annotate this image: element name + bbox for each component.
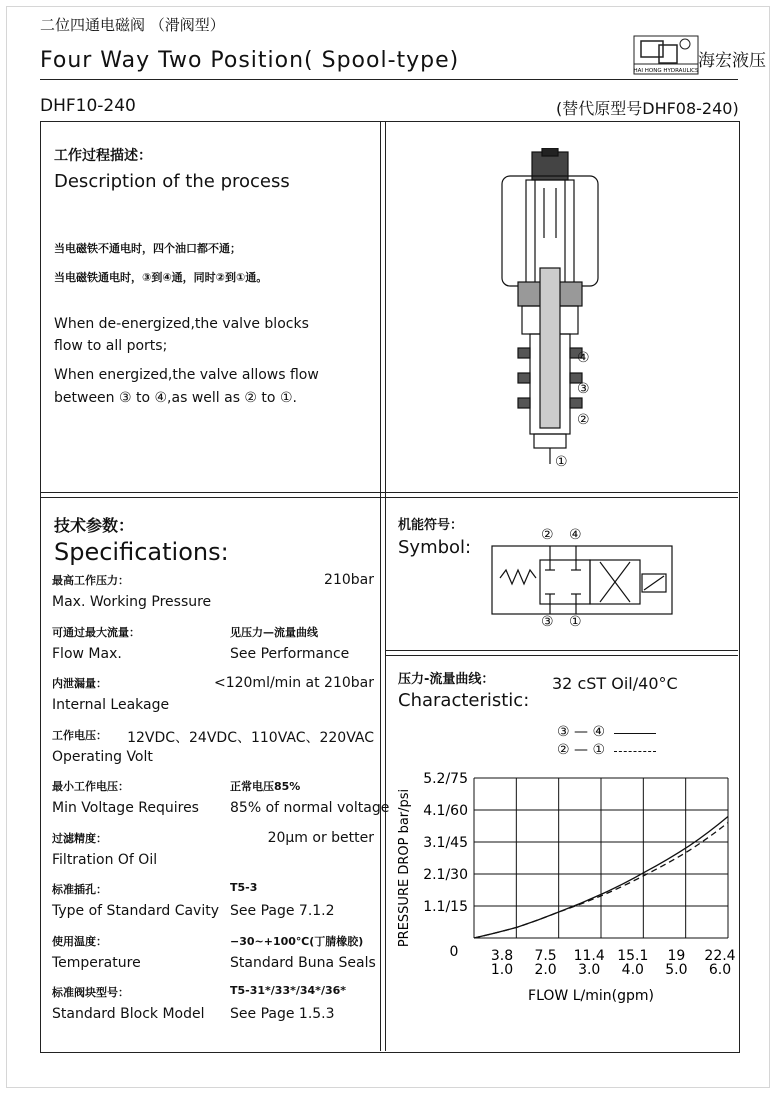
description-en-line4: between ③ to ④,as well as ② to ①. xyxy=(54,390,297,406)
spec-label-en: Standard Block Model xyxy=(52,1006,205,1022)
section-divider-b xyxy=(40,497,738,498)
legend-label-1: ③ — ④ xyxy=(557,724,606,740)
description-cn-line2: 当电磁铁通电时，③到④通，同时②到①通。 xyxy=(54,271,268,284)
oil-spec: 32 cST Oil/40°C xyxy=(552,674,678,693)
x-tick-label-gpm: 5.0 xyxy=(665,962,688,978)
symbol-port-top-2: ② xyxy=(541,527,554,543)
spec-label-en: Internal Leakage xyxy=(52,697,170,713)
spec-label-cn: 内泄漏量： xyxy=(52,677,107,690)
spec-value: <120ml/min at 210bar xyxy=(213,675,374,691)
spec-value: 20μm or better xyxy=(267,829,374,846)
spec-value-cn: −30~+100℃(丁腈橡胶) xyxy=(230,934,364,948)
valve-section-icon xyxy=(490,148,610,478)
vertical-divider-a xyxy=(380,121,381,1051)
symbol-heading-en: Symbol: xyxy=(398,537,472,558)
spec-value: See Page 1.5.3 xyxy=(230,1006,335,1022)
symbol-divider-b xyxy=(385,655,738,656)
spec-label-cn: 标准阀块型号： xyxy=(52,986,129,999)
spec-value-cn: T5-31*/33*/34*/36* xyxy=(230,984,347,997)
symbol-port-bottom-3: ③ xyxy=(541,614,554,630)
x-tick-label-lpm: 22.4 xyxy=(704,948,736,964)
spec-label-en: Temperature xyxy=(52,954,141,971)
y-tick-label: 3.1/45 xyxy=(423,835,468,851)
section-divider-a xyxy=(40,492,738,493)
legend-label-2: ② — ① xyxy=(557,742,606,758)
spec-value: Standard Buna Seals xyxy=(230,954,376,971)
x-tick-label-lpm: 19 xyxy=(667,948,686,964)
characteristic-heading-en: Characteristic: xyxy=(398,690,530,711)
spec-label-en: Operating Volt xyxy=(52,748,153,765)
spec-value: See Performance xyxy=(230,645,350,662)
y-tick-label: 5.2/75 xyxy=(423,771,468,787)
spec-value: 210bar xyxy=(324,572,374,588)
spec-label-cn: 标准插孔： xyxy=(52,883,107,896)
y-tick-label: 1.1/15 xyxy=(423,899,468,915)
spec-label-en: Type of Standard Cavity xyxy=(52,903,219,919)
valve-drawing xyxy=(490,148,610,478)
hydraulic-symbol xyxy=(490,526,680,636)
symbol-port-top-4: ④ xyxy=(569,527,582,543)
svg-text:HAI HONG HYDRAULICS: HAI HONG HYDRAULICS xyxy=(633,68,699,74)
pressure-flow-chart xyxy=(386,760,738,1050)
x-tick-label-lpm: 3.8 xyxy=(490,948,514,964)
spec-label-en: Min Voltage Requires xyxy=(52,800,199,816)
model-number: DHF10-240 xyxy=(40,96,136,116)
y-tick-label: 2.1/30 xyxy=(423,867,468,883)
description-en-line1: When de-energized,the valve blocks xyxy=(54,316,309,332)
x-tick-label-gpm: 6.0 xyxy=(708,962,732,978)
spec-label-en: Flow Max. xyxy=(52,645,122,662)
x-tick-label-gpm: 4.0 xyxy=(621,962,644,978)
symbol-heading-cn: 机能符号： xyxy=(398,518,464,533)
x-tick-label-gpm: 2.0 xyxy=(534,962,557,978)
x-tick-label-lpm: 11.4 xyxy=(573,948,605,964)
spec-label-cn: 最高工作压力： xyxy=(52,574,129,587)
valve-symbol-icon xyxy=(490,526,680,636)
spec-label-cn: 工作电压： xyxy=(52,728,107,742)
specs-heading-cn: 技术参数： xyxy=(54,516,135,535)
spec-value: See Page 7.1.2 xyxy=(230,903,335,919)
description-cn-line1: 当电磁铁不通电时，四个油口都不通； xyxy=(54,242,241,255)
header-rule xyxy=(40,79,738,80)
x-axis-label: FLOW L/min(gpm) xyxy=(528,988,654,1004)
description-heading-cn: 工作过程描述： xyxy=(54,148,152,164)
title-cn: 二位四通电磁阀 （滑阀型） xyxy=(40,16,225,34)
legend-line-dashed xyxy=(614,751,656,752)
x-tick-label-gpm: 1.0 xyxy=(490,962,514,978)
spec-label-cn: 过滤精度： xyxy=(52,831,107,845)
valve-port-3: ③ xyxy=(577,381,590,397)
spec-value-cn: 见压力—流量曲线 xyxy=(230,625,318,639)
logo-brand: 海宏液压 xyxy=(698,51,766,71)
valve-port-2: ② xyxy=(577,412,590,428)
title-en: Four Way Two Position( Spool-type) xyxy=(40,48,460,73)
spec-label-en: Filtration Of Oil xyxy=(52,851,158,868)
description-heading-en: Description of the process xyxy=(54,171,290,192)
spec-value-cn: T5-3 xyxy=(230,881,258,894)
legend-line-solid xyxy=(614,733,656,734)
spec-label-cn: 可通过最大流量： xyxy=(52,625,140,639)
specs-heading-en: Specifications: xyxy=(54,538,229,566)
symbol-port-bottom-1: ① xyxy=(569,614,582,630)
origin-label: 0 xyxy=(449,944,459,960)
description-en-line2: flow to all ports; xyxy=(54,338,168,354)
x-tick-label-lpm: 15.1 xyxy=(617,948,649,964)
valve-port-4: ④ xyxy=(577,350,590,366)
valve-port-1: ① xyxy=(555,454,568,470)
x-tick-label-lpm: 7.5 xyxy=(534,948,557,964)
y-axis-label: PRESSURE DROP bar/psi xyxy=(397,788,412,948)
spec-label-cn: 最小工作电压： xyxy=(52,780,129,793)
spec-label-en: Max. Working Pressure xyxy=(52,594,212,610)
spec-value: 12VDC、24VDC、110VAC、220VAC xyxy=(127,729,374,746)
y-tick-label: 4.1/60 xyxy=(423,803,468,819)
spec-value-cn: 正常电压85% xyxy=(230,780,301,793)
symbol-divider-a xyxy=(385,650,738,651)
characteristic-heading-cn: 压力-流量曲线： xyxy=(398,672,495,687)
x-tick-label-gpm: 3.0 xyxy=(578,962,601,978)
description-en-line3: When energized,the valve allows flow xyxy=(54,367,319,383)
spec-label-cn: 使用温度： xyxy=(52,934,107,948)
replace-note: (替代原型号DHF08-240) xyxy=(556,99,739,118)
spec-value: 85% of normal voltage xyxy=(230,800,390,816)
